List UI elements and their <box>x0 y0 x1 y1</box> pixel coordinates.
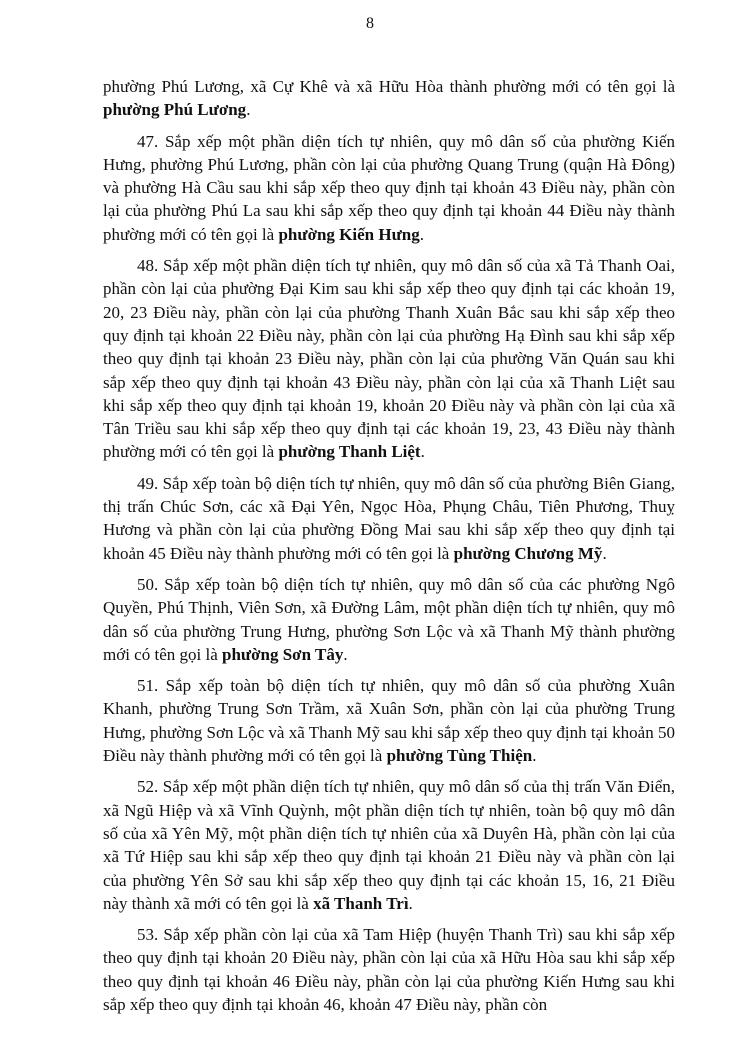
paragraph-bold-name: phường Kiến Hưng <box>278 224 420 244</box>
paragraph-47 <box>103 130 675 246</box>
paragraph-51 <box>103 674 675 767</box>
paragraph-53 <box>103 923 675 1016</box>
paragraph-end: . <box>420 442 425 462</box>
paragraph-text: phường Phú Lương, xã Cự Khê và xã Hữu Hòa thành phường mới có tên gọi là <box>103 77 675 96</box>
paragraph-text: 50. Sắp xếp toàn bộ diện tích tự nhiên, quy mô dân số của các phường Ngô Quyền, Phú Thịnh, Viên Sơn, xã Đường Lâm, một phần diện tích tự nhiên, quy mô dân số của phường Trung Hưng, phường Sơn Lộc và xã Thanh Mỹ thành phường mới có tên gọi là <box>103 574 675 664</box>
paragraph-continuation <box>103 75 675 122</box>
paragraph-bold-name: phường Chương Mỹ <box>453 543 603 563</box>
paragraph-end: . <box>532 746 537 766</box>
paragraph-text: 47. Sắp xếp một phần diện tích tự nhiên, quy mô dân số của phường Kiến Hưng, phường Phú Lương, phần còn lại của phường Quang Trung (quận Hà Đông) và phường Hà Cầu sau khi sắp xếp theo quy định tại khoản 43 Điều này, phần còn lại của phường Phú La sau khi sắp xếp theo quy định tại khoản 44 Điều này thành phường mới có tên gọi là <box>103 131 675 244</box>
paragraph-text: 51. Sắp xếp toàn bộ diện tích tự nhiên, quy mô dân số của phường Xuân Khanh, phường Trung Sơn Trầm, xã Xuân Sơn, phần còn lại của phường Trung Hưng, phường Sơn Lộc và xã Thanh Mỹ sau khi sắp xếp theo quy định tại khoản 50 Điều này thành phường mới có tên gọi là <box>103 676 675 766</box>
page-number: 8 <box>366 15 374 32</box>
paragraph-bold-name: phường Thanh Liệt <box>278 442 421 462</box>
paragraph-end: . <box>408 893 413 913</box>
paragraph-text: 53. Sắp xếp phần còn lại của xã Tam Hiệp (huyện Thanh Trì) sau khi sắp xếp theo quy định tại khoản 20 Điều này, phần còn lại của xã Hữu Hòa sau khi sắp xếp theo quy định tại khoản 46 Điều này, phần còn lại của phường Kiến Hưng sau khi sắp xếp theo quy định tại khoản 46, khoản 47 Điều này, phần còn <box>103 925 675 1014</box>
paragraph-text: 48. Sắp xếp một phần diện tích tự nhiên, quy mô dân số của xã Tả Thanh Oai, phần còn lại của phường Đại Kim sau khi sắp xếp theo quy định tại các khoản 19, 20, 23 Điều này, phần còn lại của phường Thanh Xuân Bắc sau khi sắp xếp theo quy định tại khoản 22 Điều này, phần còn lại của phường Hạ Đình sau khi sắp xếp theo quy định tại khoản 23 Điều này, phần còn lại của phường Văn Quán sau khi sắp xếp theo quy định tại khoản 43 Điều này, phần còn lại của xã Thanh Liệt sau khi sắp xếp theo quy định tại khoản 19, khoản 20 Điều này và phần còn lại của xã Tân Triều sau khi sắp xếp theo quy định tại các khoản 19, 23, 43 Điều này thành phường mới có tên gọi là <box>103 256 675 462</box>
paragraph-text: 52. Sắp xếp một phần diện tích tự nhiên, quy mô dân số của thị trấn Văn Điển, xã Ngũ Hiệp và xã Vĩnh Quỳnh, một phần diện tích tự nhiên, toàn bộ quy mô dân số của xã Yên Mỹ, một phần diện tích tự nhiên của xã Duyên Hà, phần còn lại của xã Tứ Hiệp sau khi sắp xếp theo quy định tại khoản 21 Điều này và phần còn lại của phường Yên Sở sau khi sắp xếp theo quy định tại các khoản 15, 16, 21 Điều này thành xã mới có tên gọi là <box>103 777 675 913</box>
paragraph-end: . <box>246 100 251 120</box>
paragraph-bold-name: phường Sơn Tây <box>222 644 344 664</box>
paragraph-end: . <box>343 644 348 664</box>
document-body <box>103 75 675 1024</box>
paragraph-end: . <box>419 224 425 244</box>
paragraph-bold-name: phường Phú Lương <box>103 100 247 120</box>
paragraph-50 <box>103 573 675 666</box>
paragraph-text: 49. Sắp xếp toàn bộ diện tích tự nhiên, quy mô dân số của phường Biên Giang, thị trấn Chúc Sơn, các xã Đại Yên, Ngọc Hòa, Phụng Châu, Tiên Phương, Thuỵ Hương và phần còn lại của phường Đồng Mai sau khi sắp xếp theo quy định tại khoản 45 Điều này thành phường mới có tên gọi là <box>103 473 675 563</box>
paragraph-end: . <box>602 543 607 563</box>
paragraph-bold-name: phường Tùng Thiện <box>386 746 533 766</box>
paragraph-49 <box>103 472 675 565</box>
paragraph-bold-name: xã Thanh Trì <box>313 893 409 913</box>
paragraph-48 <box>103 254 675 464</box>
paragraph-52 <box>103 775 675 915</box>
